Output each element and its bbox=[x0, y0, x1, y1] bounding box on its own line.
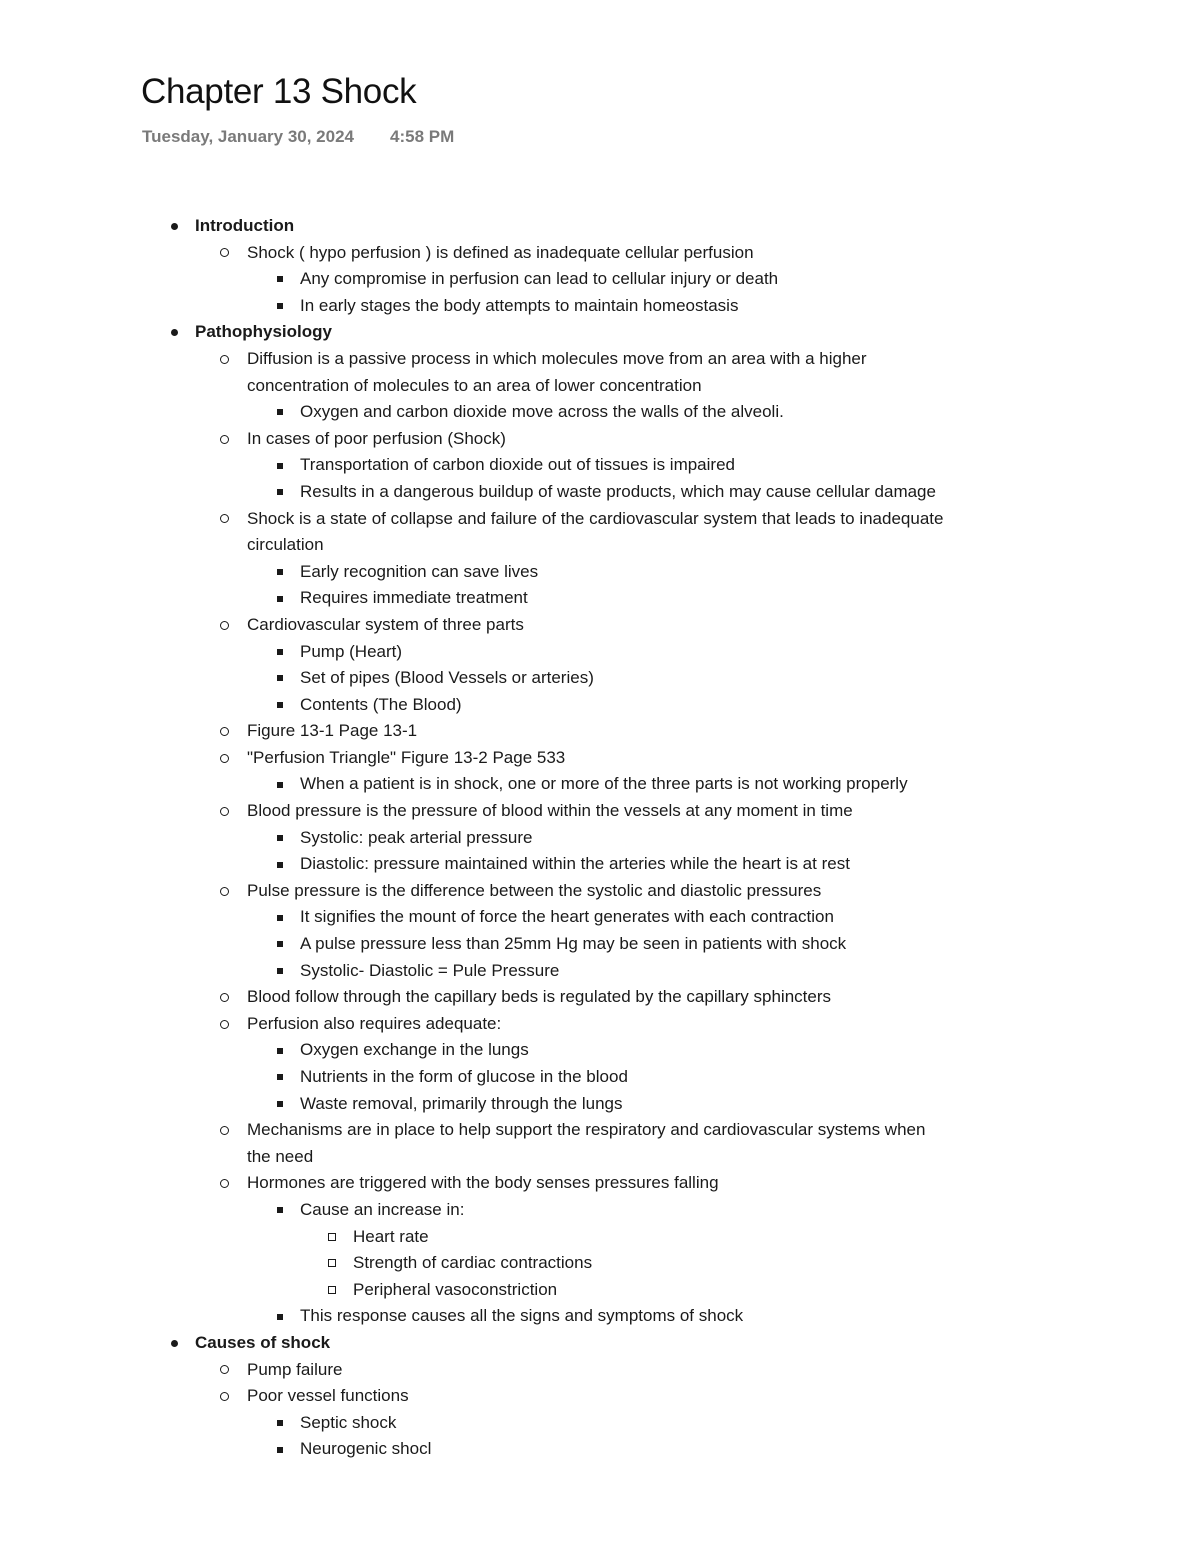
filled-square-bullet-icon bbox=[277, 825, 283, 852]
hollow-circle-bullet-icon bbox=[220, 1170, 229, 1197]
filled-square-bullet-icon bbox=[277, 1410, 283, 1437]
list-item[interactable] bbox=[0, 1303, 1200, 1330]
hollow-circle-bullet-icon bbox=[220, 506, 229, 533]
list-item-continuation[interactable] bbox=[0, 373, 1200, 400]
list-item-text: concentration of molecules to an area of lower concentration bbox=[247, 375, 702, 395]
page-date: Tuesday, January 30, 2024 bbox=[142, 127, 354, 146]
list-item-text: circulation bbox=[247, 535, 324, 555]
list-item[interactable] bbox=[0, 771, 1200, 798]
list-item[interactable] bbox=[0, 1091, 1200, 1118]
filled-square-bullet-icon bbox=[277, 958, 283, 985]
list-item-text: "Perfusion Triangle" Figure 13-2 Page 533 bbox=[247, 747, 566, 767]
filled-dot-bullet-icon bbox=[171, 1330, 178, 1357]
list-item-text: Introduction bbox=[195, 216, 295, 235]
list-item[interactable] bbox=[0, 718, 1200, 745]
list-item[interactable] bbox=[0, 1410, 1200, 1437]
hollow-circle-bullet-icon bbox=[220, 745, 229, 772]
list-item[interactable] bbox=[0, 452, 1200, 479]
hollow-circle-bullet-icon bbox=[220, 1383, 229, 1410]
list-item-text: Results in a dangerous buildup of waste products, which may cause cellular damage bbox=[300, 481, 936, 501]
filled-square-bullet-icon bbox=[277, 665, 283, 692]
list-item-text: Causes of shock bbox=[195, 1332, 331, 1352]
list-item-text: Contents (The Blood) bbox=[300, 694, 462, 714]
list-item-text: Pulse pressure is the difference between the systolic and diastolic pressures bbox=[247, 880, 822, 900]
filled-square-bullet-icon bbox=[277, 479, 283, 506]
list-item[interactable] bbox=[0, 346, 1200, 373]
list-item[interactable] bbox=[0, 1436, 1200, 1463]
list-item-text: Cardiovascular system of three parts bbox=[247, 614, 524, 634]
list-item-text: This response causes all the signs and symptoms of shock bbox=[300, 1306, 744, 1326]
hollow-circle-bullet-icon bbox=[220, 346, 229, 373]
hollow-square-bullet-icon bbox=[328, 1250, 336, 1277]
list-item[interactable] bbox=[0, 1277, 1200, 1304]
list-item-text: Early recognition can save lives bbox=[300, 561, 539, 581]
page-timestamp bbox=[142, 127, 454, 147]
list-item[interactable] bbox=[0, 851, 1200, 878]
list-item[interactable] bbox=[0, 240, 1200, 267]
list-item[interactable] bbox=[0, 1250, 1200, 1277]
list-item[interactable] bbox=[0, 665, 1200, 692]
list-item-text: A pulse pressure less than 25mm Hg may be seen in patients with shock bbox=[300, 934, 847, 954]
filled-square-bullet-icon bbox=[277, 771, 283, 798]
list-item[interactable] bbox=[0, 825, 1200, 852]
list-item-text: Set of pipes (Blood Vessels or arteries) bbox=[300, 668, 594, 688]
hollow-circle-bullet-icon bbox=[220, 240, 229, 267]
list-item[interactable] bbox=[0, 1064, 1200, 1091]
list-item-text: When a patient is in shock, one or more of the three parts is not working properly bbox=[300, 774, 908, 794]
filled-square-bullet-icon bbox=[277, 639, 283, 666]
page-time: 4:58 PM bbox=[390, 127, 455, 146]
filled-square-bullet-icon bbox=[277, 1037, 283, 1064]
list-item-text: Diastolic: pressure maintained within the arteries while the heart is at rest bbox=[300, 854, 850, 874]
hollow-circle-bullet-icon bbox=[220, 426, 229, 453]
list-item-text: Any compromise in perfusion can lead to cellular injury or death bbox=[300, 269, 779, 289]
list-item[interactable] bbox=[0, 426, 1200, 453]
list-item[interactable] bbox=[0, 1383, 1200, 1410]
list-item[interactable] bbox=[0, 612, 1200, 639]
filled-dot-bullet-icon bbox=[171, 319, 178, 346]
hollow-circle-bullet-icon bbox=[220, 1011, 229, 1038]
list-item-text: It signifies the mount of force the heart generates with each contraction bbox=[300, 907, 834, 927]
list-item[interactable] bbox=[0, 1117, 1200, 1144]
hollow-circle-bullet-icon bbox=[220, 878, 229, 905]
hollow-square-bullet-icon bbox=[328, 1224, 336, 1251]
hollow-circle-bullet-icon bbox=[220, 984, 229, 1011]
list-item[interactable] bbox=[0, 1357, 1200, 1384]
list-item[interactable] bbox=[0, 319, 1200, 346]
list-item[interactable] bbox=[0, 213, 1200, 240]
list-item-text: Heart rate bbox=[353, 1226, 429, 1246]
list-item-text: Shock is a state of collapse and failure of the cardiovascular system that leads to inadequate bbox=[247, 508, 944, 528]
list-item-text: Oxygen and carbon dioxide move across the walls of the alveoli. bbox=[300, 402, 784, 422]
list-item[interactable] bbox=[0, 1037, 1200, 1064]
filled-square-bullet-icon bbox=[277, 452, 283, 479]
filled-square-bullet-icon bbox=[277, 1436, 283, 1463]
filled-square-bullet-icon bbox=[277, 559, 283, 586]
filled-square-bullet-icon bbox=[277, 1091, 283, 1118]
list-item[interactable] bbox=[0, 506, 1200, 533]
list-item[interactable] bbox=[0, 1330, 1200, 1357]
hollow-circle-bullet-icon bbox=[220, 798, 229, 825]
list-item-text: Perfusion also requires adequate: bbox=[247, 1013, 502, 1033]
list-item-text: Septic shock bbox=[300, 1412, 397, 1432]
list-item-text: In early stages the body attempts to maintain homeostasis bbox=[300, 295, 739, 315]
list-item[interactable] bbox=[0, 958, 1200, 985]
list-item[interactable] bbox=[0, 399, 1200, 426]
filled-square-bullet-icon bbox=[277, 266, 283, 293]
list-item-text: Pump (Heart) bbox=[300, 641, 403, 661]
list-item-text: Blood pressure is the pressure of blood within the vessels at any moment in time bbox=[247, 801, 853, 821]
list-item[interactable] bbox=[0, 1170, 1200, 1197]
list-item-text: Blood follow through the capillary beds is regulated by the capillary sphincters bbox=[247, 987, 831, 1007]
list-item[interactable] bbox=[0, 266, 1200, 293]
list-item-text: Peripheral vasoconstriction bbox=[353, 1279, 558, 1299]
filled-square-bullet-icon bbox=[277, 851, 283, 878]
list-item[interactable] bbox=[0, 692, 1200, 719]
hollow-circle-bullet-icon bbox=[220, 612, 229, 639]
list-item-text: Poor vessel functions bbox=[247, 1386, 409, 1406]
filled-square-bullet-icon bbox=[277, 904, 283, 931]
filled-square-bullet-icon bbox=[277, 931, 283, 958]
list-item[interactable] bbox=[0, 798, 1200, 825]
list-item[interactable] bbox=[0, 904, 1200, 931]
page-title: Chapter 13 Shock bbox=[141, 72, 417, 111]
list-item[interactable] bbox=[0, 1224, 1200, 1251]
hollow-circle-bullet-icon bbox=[220, 1117, 229, 1144]
hollow-circle-bullet-icon bbox=[220, 718, 229, 745]
list-item[interactable] bbox=[0, 931, 1200, 958]
list-item-text: Cause an increase in: bbox=[300, 1199, 465, 1219]
list-item-text: Pump failure bbox=[247, 1359, 343, 1379]
filled-square-bullet-icon bbox=[277, 585, 283, 612]
list-item[interactable] bbox=[0, 745, 1200, 772]
list-item-text: Nutrients in the form of glucose in the blood bbox=[300, 1067, 628, 1086]
filled-dot-bullet-icon bbox=[171, 213, 178, 240]
list-item-text: Shock ( hypo perfusion ) is defined as inadequate cellular perfusion bbox=[247, 242, 754, 262]
list-item-text: Strength of cardiac contractions bbox=[353, 1253, 593, 1273]
filled-square-bullet-icon bbox=[277, 1064, 283, 1091]
filled-square-bullet-icon bbox=[277, 293, 283, 320]
list-item-text: Mechanisms are in place to help support the respiratory and cardiovascular systems when bbox=[247, 1120, 926, 1140]
list-item-text: Systolic- Diastolic = Pule Pressure bbox=[300, 960, 560, 980]
list-item-text: Pathophysiology bbox=[195, 322, 332, 342]
list-item-text: Diffusion is a passive process in which molecules move from an area with a higher bbox=[247, 348, 867, 368]
list-item-text: Figure 13-1 Page 13-1 bbox=[247, 721, 418, 741]
filled-square-bullet-icon bbox=[277, 1303, 283, 1330]
filled-square-bullet-icon bbox=[277, 692, 283, 719]
list-item-text: the need bbox=[247, 1146, 314, 1166]
filled-square-bullet-icon bbox=[277, 399, 283, 426]
list-item-text: In cases of poor perfusion (Shock) bbox=[247, 428, 506, 448]
notes-outline[interactable] bbox=[0, 213, 1200, 1463]
list-item[interactable] bbox=[0, 293, 1200, 320]
list-item-continuation[interactable] bbox=[0, 532, 1200, 559]
list-item-text: Waste removal, primarily through the lungs bbox=[300, 1093, 623, 1113]
list-item[interactable] bbox=[0, 639, 1200, 666]
list-item[interactable] bbox=[0, 585, 1200, 612]
list-item[interactable] bbox=[0, 479, 1200, 506]
filled-square-bullet-icon bbox=[277, 1197, 283, 1224]
list-item[interactable] bbox=[0, 1197, 1200, 1224]
list-item-continuation[interactable] bbox=[0, 1144, 1200, 1171]
list-item[interactable] bbox=[0, 1011, 1200, 1038]
hollow-square-bullet-icon bbox=[328, 1277, 336, 1304]
list-item[interactable] bbox=[0, 878, 1200, 905]
list-item-text: Transportation of carbon dioxide out of tissues is impaired bbox=[300, 455, 735, 475]
list-item-text: Requires immediate treatment bbox=[300, 588, 528, 608]
hollow-circle-bullet-icon bbox=[220, 1357, 229, 1384]
list-item-text: Neurogenic shocl bbox=[300, 1439, 432, 1459]
list-item-text: Systolic: peak arterial pressure bbox=[300, 827, 533, 847]
list-item[interactable] bbox=[0, 984, 1200, 1011]
list-item[interactable] bbox=[0, 559, 1200, 586]
list-item-text: Oxygen exchange in the lungs bbox=[300, 1040, 529, 1060]
list-item-text: Hormones are triggered with the body senses pressures falling bbox=[247, 1173, 719, 1193]
